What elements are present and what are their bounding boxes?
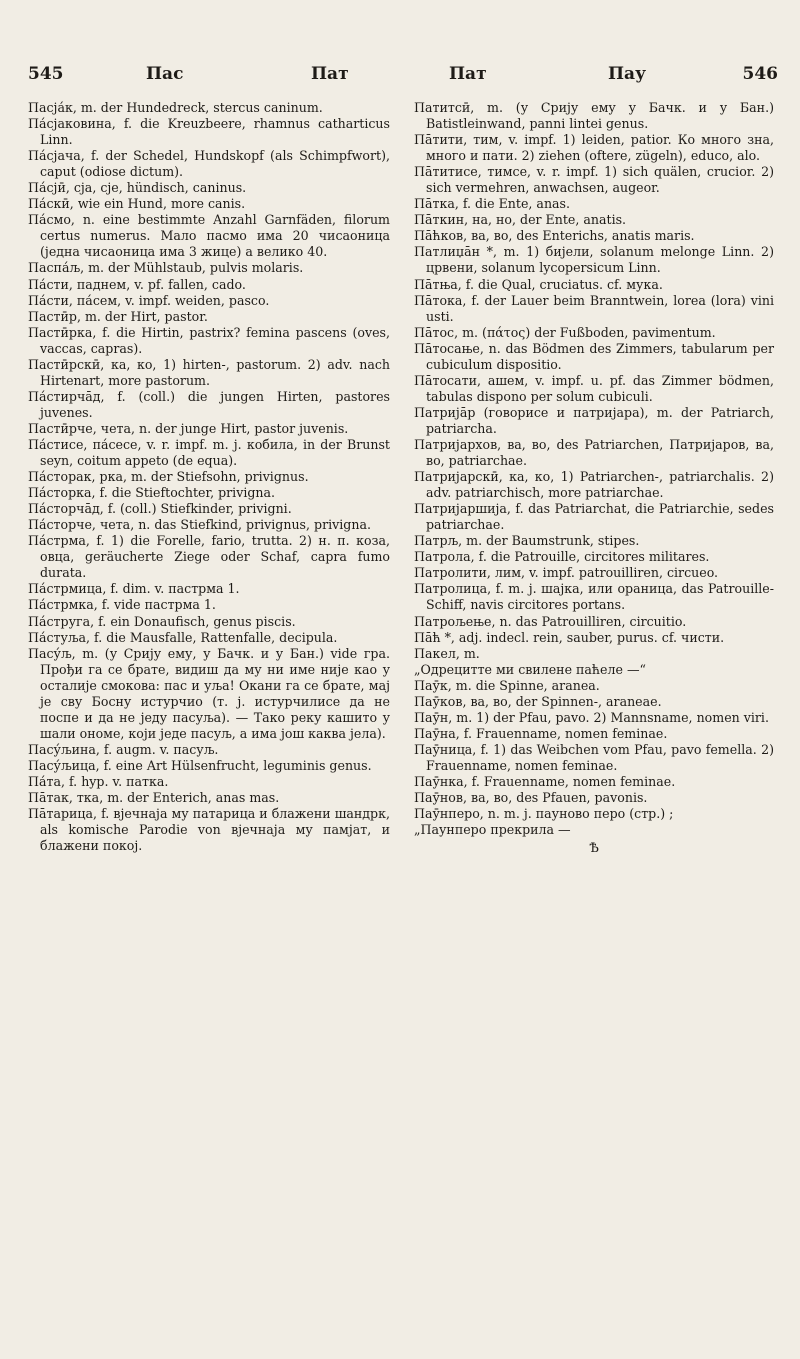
dictionary-entry: Па́та, f. hyp. v. патка.: [28, 773, 169, 789]
dictionary-entry: Патрола, f. die Patrouille, circitores militares.: [414, 549, 710, 565]
dictionary-entry: Патлиџа̄н *, m. 1) бијели, solanum melonge Linn. 2) црвени, solanum lycopersicum Linn.: [414, 244, 774, 276]
dictionary-entry: Па́сјача, f. der Schedel, Hundskopf (als Schimpfwort), caput (odiose dictum).: [28, 148, 390, 180]
dictionary-entry: Па́стрмка, f. vide пастрма 1.: [28, 597, 216, 613]
dictionary-entry: Пастӣрскӣ, ка, ко, 1) hirten-, pastorum. 2) adv. nach Hirtenart, more pastorum.: [28, 356, 390, 388]
dictionary-entry: Па̄ћков, ва, во, des Enterichs, anatis maris.: [414, 228, 695, 244]
dictionary-entry: Па́сјӣ, сја, сје, hündisch, caninus.: [28, 180, 247, 196]
dictionary-entry: Патролица, f. m. j. шајка, или ораница, das Patrouille-Schiff, navis circitores portans.: [414, 581, 774, 613]
dictionary-entry: Пакел, m.: [414, 645, 480, 661]
dictionary-entry: Пастӣрче, чета, n. der junge Hirt, pastor juvenis.: [28, 420, 349, 436]
catchword: Ѣ: [589, 840, 599, 856]
dictionary-entry: Па́сторча̄д, f. (coll.) Stiefkinder, privigni.: [28, 501, 292, 517]
dictionary-entry: Пасја́к, m. der Hundedreck, stercus caninum.: [28, 100, 323, 115]
running-header: [28, 64, 778, 90]
dictionary-entry: Па́стисе, па́сесе, v. r. impf. m. j. кобила, in der Brunst seyn, coitum appeto (de equa).: [28, 436, 390, 469]
dictionary-entry: Па́сторка, f. die Stieftochter, privigna.: [28, 485, 276, 501]
dictionary-entry: Па́стирча̄д, f. (coll.) die jungen Hirten, pastores juvenes.: [28, 388, 390, 420]
dictionary-entry: Патрољење, n. das Patrouilliren, circuitio.: [414, 613, 687, 629]
dictionary-entry: Паӯница, f. 1) das Weibchen vom Pfau, pavo femella. 2) Frauenname, nomen feminae.: [414, 741, 774, 773]
dictionary-entry: Паӯнперо, n. m. j. пауново перо (стр.) ;: [414, 806, 674, 822]
dictionary-entry: Па́сторче, чета, n. das Stiefkind, privignus, privigna.: [28, 517, 371, 533]
dictionary-entry: Па̄тока, f. der Lauer beim Branntwein, lorea (lora) vini usti.: [414, 292, 774, 324]
dictionary-entry: Патролити, лим, v. impf. patrouilliren, circueo.: [414, 565, 719, 581]
dictionary-entry: Патријарскӣ, ка, ко, 1) Patriarchen-, patriarchalis. 2) adv. patriarchisch, more patriarchae.: [414, 469, 774, 501]
dictionary-entry: Пасу́љ, m. (у Срију ему, у Бачк. и у Бан.) vide гра. Прођи га се брате, видиш да му ни име није као у осталије смокова: пас и уља! Окани га се брате, мај је сву Босну истурчио (т. ј. истурчилисе да не поспе и да не једу пасуља). — Тако реку кашито у шали ономе, који једе пасуљ, а има још каква јела).: [28, 645, 390, 741]
dictionary-entry: Па̄ћ *, adj. indecl. rein, sauber, purus. cf. чисти.: [414, 629, 725, 645]
dictionary-entry: Паӯна, f. Frauenname, nomen feminae.: [414, 725, 668, 741]
dictionary-entry: Патитсӣ, m. (у Срију ему у Бачк. и у Бан.) Batistleinwand, panni lintei genus.: [414, 100, 774, 132]
dictionary-entry: Па́стрмица, f. dim. v. пастрма 1.: [28, 581, 240, 597]
dictionary-entry: Па̄титисе, тимсе, v. r. impf. 1) sich quälen, crucior. 2) sich vermehren, anwachsen, augeor.: [414, 164, 774, 196]
dictionary-entry: Па̄тња, f. die Qual, cruciatus. cf. мука.: [414, 276, 663, 292]
dictionary-entry: Па̄ткин, на, но, der Ente, anatis.: [414, 212, 627, 228]
dictionary-entry: Па́сти, паднем, v. pf. fallen, cado.: [28, 276, 246, 292]
dictionary-entry: Па́стуља, f. die Mausfalle, Rattenfalle, decipula.: [28, 629, 338, 645]
dictionary-entry: Па̄тка, f. die Ente, anas.: [414, 196, 571, 212]
dictionary-entry: Па́скӣ, wie ein Hund, more canis.: [28, 196, 246, 212]
dictionary-entry: Патрија̄р (говорисе и патријара), m. der Patriarch, patriarcha.: [414, 404, 774, 436]
dictionary-entry: Патрљ, m. der Baumstrunk, stipes.: [414, 533, 640, 549]
left-page-number: 545: [28, 64, 64, 84]
dictionary-entry: Па̄тос, m. (πάτος) der Fußboden, pavimentum.: [414, 324, 716, 340]
right-guide-word-first: Пат: [449, 64, 487, 84]
dictionary-entry: Паӯн, m. 1) der Pfau, pavo. 2) Mannsname, nomen viri.: [414, 709, 769, 725]
dictionary-entry: Пастӣр, m. der Hirt, pastor.: [28, 308, 208, 324]
dictionary-entry: Па́смо, n. eine bestimmte Anzahl Garnfäden, filorum certus numerus. Мало пасмо има 20 чисаоница (једна чисаоница има 3 жице) а велико 40.: [28, 212, 390, 260]
dictionary-entry: Па̄тосати, ашем, v. impf. u. pf. das Zimmer bödmen, tabulas dispono per solum cubiculi.: [414, 372, 774, 404]
dictionary-entry: Патријархов, ва, во, des Patriarchen, Патријаров, ва, во, patriarchae.: [414, 436, 774, 469]
dictionary-entry: Па̄тити, тим, v. impf. 1) leiden, patior. Ко много зна, много и пати. 2) ziehen (oftere, zügeln), educo, alo.: [414, 132, 774, 164]
left-column: [28, 100, 390, 854]
dictionary-entry: Па́струга, f. ein Donaufisch, genus piscis.: [28, 613, 296, 629]
dictionary-entry: Паӯк, m. die Spinne, aranea.: [414, 677, 600, 693]
right-guide-word-last: Пау: [608, 64, 646, 84]
dictionary-entry: Па̄тарица, f. вјечнаја му патарица и блажени шандрк, als komische Parodie von вјечнаја му памјат, и блажени покој.: [28, 806, 390, 854]
right-page-number: 546: [742, 64, 778, 84]
dictionary-entry: Паӯнов, ва, во, des Pfauen, pavonis.: [414, 790, 648, 806]
dictionary-entry: Па̄тосање, n. das Bödmen des Zimmers, tabularum per cubiculum dispositio.: [414, 340, 774, 372]
dictionary-entry: Па́сјаковина, f. die Kreuzbeere, rhamnus catharticus Linn.: [28, 116, 390, 148]
dictionary-entry: Па́сти, па́сем, v. impf. weiden, pasco.: [28, 292, 270, 308]
dictionary-entry: Пастӣрка, f. die Hirtin, pastrix? femina pascens (oves, vaccas, capras).: [28, 324, 390, 356]
left-guide-word-last: Пат: [311, 64, 349, 84]
dictionary-entry: Паспа́љ, m. der Mühlstaub, pulvis molaris.: [28, 260, 304, 276]
quotation-line: „Одрецитте ми свилене паћеле —“: [414, 661, 646, 677]
dictionary-entry: Па̄так, тка, m. der Enterich, anas mas.: [28, 790, 280, 806]
dictionary-entry: Паӯков, ва, во, der Spinnen-, araneae.: [414, 693, 662, 709]
dictionary-entry: Па́сторак, рка, m. der Stiefsohn, privignus.: [28, 469, 309, 485]
dictionary-entry: Па́стрма, f. 1) die Forelle, fario, trutta. 2) н. п. коза, овца, geräucherte Ziege oder Schaf, capra fumo durata.: [28, 533, 390, 581]
dictionary-entry: Пасу́љина, f. augm. v. пасуљ.: [28, 741, 219, 757]
quotation-line: „Паунперо прекрила —: [414, 822, 571, 838]
dictionary-entry: Паӯнка, f. Frauenname, nomen feminae.: [414, 773, 676, 789]
dictionary-entry: Пасу́љица, f. eine Art Hülsenfrucht, leguminis genus.: [28, 757, 372, 773]
left-guide-word-first: Пас: [146, 64, 184, 84]
right-column: [414, 100, 774, 856]
dictionary-entry: Патријаршија, f. das Patriarchat, die Patriarchie, sedes patriarchae.: [414, 501, 774, 533]
